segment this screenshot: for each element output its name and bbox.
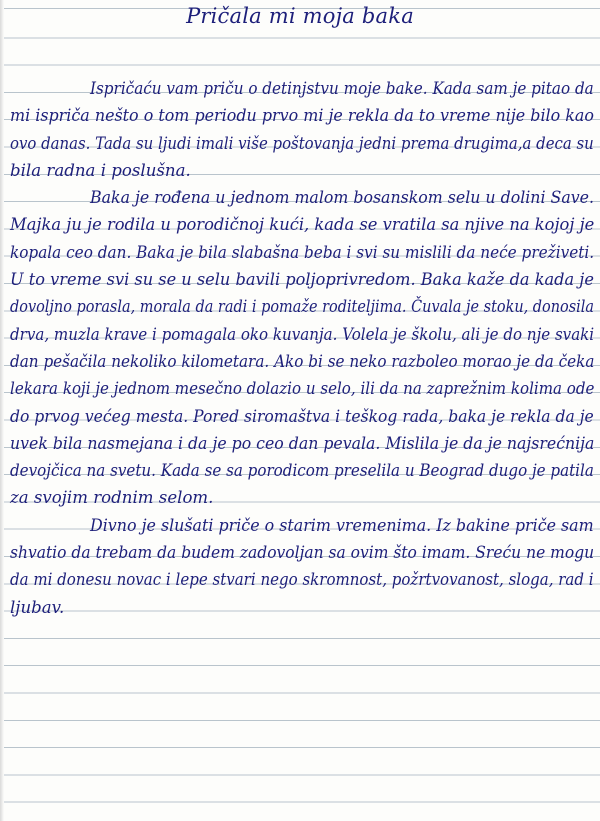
text-line: da mi donesu novac i lepe stvari nego skromnost, požrtvovanost, sloga, rad i <box>10 570 594 590</box>
text-line: dan pešačila nekoliko kilometara. Ako bi se neko razboleo morao je da čeka <box>10 351 595 371</box>
text-line: mi ispriča nešto o tom periodu prvo mi je rekla da to vreme nije bilo kao <box>10 106 594 126</box>
text-line: ljubav. <box>10 597 65 617</box>
text-line: lekara koji je jednom mesečno dolazio u selo, ili da na zaprežnim kolima ode <box>10 379 595 399</box>
text-line: drva, muzla krave i pomagala oko kuvanja. Volela je školu, ali je do nje svaki <box>10 324 595 344</box>
text-line: uvek bila nasmejana i da je po ceo dan pevala. Mislila je da je najsrećnija <box>10 433 595 453</box>
text-line: Baka je rođena u jednom malom bosanskom selu u dolini Save. <box>90 188 595 208</box>
text-line: za svojim rodnim selom. <box>10 488 214 508</box>
text-line: Majka ju je rodila u porodičnoj kući, kada se vratila sa njive na kojoj je <box>10 215 595 235</box>
text-line: shvatio da trebam da budem zadovoljan sa ovim što imam. Sreću ne mogu <box>10 543 595 563</box>
text-line: dovoljno porasla, morala da radi i pomaže roditeljima. Čuvala je stoku, donosila <box>10 297 595 317</box>
text-line: Ispričaću vam priču o detinjstvu moje bake. Kada sam je pitao da <box>90 79 594 98</box>
text-line: kopala ceo dan. Baka je bila slabašna beba i svi su mislili da neće preživeti. <box>10 242 595 262</box>
text-line: devojčica na svetu. Kada se sa porodicom preselila u Beograd dugo je patila <box>10 461 594 481</box>
text-line: do prvog većeg mesta. Pored siromaštva i teškog rada, baka je rekla da je <box>10 406 594 426</box>
text-line: bila radna i poslušna. <box>10 160 191 180</box>
text-line: ovo danas. Tada su ljudi imali više poštovanja jedni prema drugima,a deca su <box>10 133 594 153</box>
page-edge-shadow <box>0 0 4 821</box>
handwritten-text-body <box>10 75 594 621</box>
text-line: U to vreme svi su se u selu bavili poljoprivredom. Baka kaže da kada je <box>10 270 594 290</box>
page-title: Pričala mi moja baka <box>186 4 414 28</box>
text-line: Divno je slušati priče o starim vremenima. Iz bakine priče sam <box>90 515 594 535</box>
